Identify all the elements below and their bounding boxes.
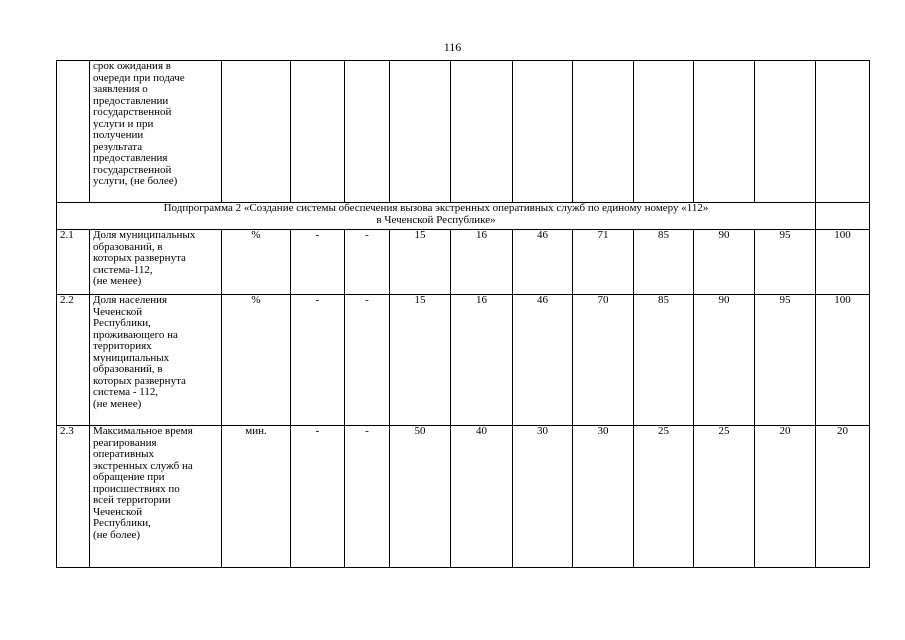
table-row bbox=[57, 295, 870, 426]
table-row bbox=[57, 230, 870, 295]
row-number-cell: 2.1 bbox=[57, 230, 90, 295]
indicator-name-cell bbox=[90, 295, 222, 426]
table-row bbox=[57, 426, 870, 568]
row-number-cell bbox=[57, 61, 90, 203]
empty-cell bbox=[573, 61, 634, 203]
table-row-continuation bbox=[57, 61, 870, 203]
empty-cell bbox=[451, 61, 513, 203]
value-cell: 30 bbox=[513, 426, 573, 568]
indicator-name-cell bbox=[90, 61, 222, 203]
value-cell: 85 bbox=[634, 295, 694, 426]
indicator-name-cell bbox=[90, 426, 222, 568]
indicator-name-text: Доля муниципальных образований, в которых развернута система-112, (не менее) bbox=[93, 229, 196, 287]
value-cell: 16 bbox=[451, 230, 513, 295]
value-cell: 90 bbox=[694, 230, 755, 295]
value-cell: 46 bbox=[513, 230, 573, 295]
value-cell: 70 bbox=[573, 295, 634, 426]
subprogram-title-line-1: Подпрограмма 2 «Создание системы обеспечения вызова экстренных оперативных служб по единому номеру «112» bbox=[163, 202, 709, 214]
value-cell: 95 bbox=[755, 295, 816, 426]
value-cell: 50 bbox=[390, 426, 451, 568]
subprogram-title-line-2: в Чеченской Республике» bbox=[376, 213, 496, 226]
value-cell: 71 bbox=[573, 230, 634, 295]
value-cell: 16 bbox=[451, 295, 513, 426]
empty-cell bbox=[816, 61, 870, 203]
empty-cell bbox=[755, 61, 816, 203]
value-cell: 20 bbox=[816, 426, 870, 568]
empty-cell bbox=[345, 61, 390, 203]
subprogram-header-row bbox=[57, 203, 870, 230]
page-number: 116 bbox=[443, 40, 462, 54]
value-cell: 25 bbox=[634, 426, 694, 568]
indicators-table bbox=[56, 60, 870, 568]
indicator-name-cell bbox=[90, 230, 222, 295]
value-cell: - bbox=[345, 230, 390, 295]
unit-cell: мин. bbox=[222, 426, 291, 568]
empty-cell bbox=[291, 61, 345, 203]
empty-cell bbox=[390, 61, 451, 203]
value-cell: 90 bbox=[694, 295, 755, 426]
empty-cell bbox=[634, 61, 694, 203]
value-cell: 15 bbox=[390, 230, 451, 295]
empty-cell bbox=[694, 61, 755, 203]
empty-cell bbox=[222, 61, 291, 203]
value-cell: 40 bbox=[451, 426, 513, 568]
value-cell: 95 bbox=[755, 230, 816, 295]
value-cell: - bbox=[291, 426, 345, 568]
row-number-cell: 2.2 bbox=[57, 295, 90, 426]
value-cell: 100 bbox=[816, 230, 870, 295]
value-cell: 15 bbox=[390, 295, 451, 426]
value-cell: 100 bbox=[816, 295, 870, 426]
value-cell: 85 bbox=[634, 230, 694, 295]
indicator-name-text: срок ожидания в очереди при подаче заявления о предоставлении государственной услуги и при получении результата предоставления государственной услуги, (не более) bbox=[93, 60, 185, 187]
value-cell: 30 bbox=[573, 426, 634, 568]
unit-cell: % bbox=[222, 230, 291, 295]
value-cell: - bbox=[345, 426, 390, 568]
empty-cell bbox=[513, 61, 573, 203]
indicator-name-text: Максимальное время реагирования оперативных экстренных служб на обращение при происшествиях по всей территории Чеченской Республики, (не более) bbox=[93, 425, 193, 541]
value-cell: 46 bbox=[513, 295, 573, 426]
row-number-cell: 2.3 bbox=[57, 426, 90, 568]
value-cell: 20 bbox=[755, 426, 816, 568]
value-cell: - bbox=[345, 295, 390, 426]
empty-cell bbox=[816, 203, 870, 230]
subprogram-title-cell bbox=[57, 203, 816, 230]
indicator-name-text: Доля населения Чеченской Республики, проживающего на территориях муниципальных образований, в которых развернута система - 112, (не менее) bbox=[93, 294, 186, 410]
value-cell: - bbox=[291, 295, 345, 426]
unit-cell: % bbox=[222, 295, 291, 426]
value-cell: 25 bbox=[694, 426, 755, 568]
value-cell: - bbox=[291, 230, 345, 295]
